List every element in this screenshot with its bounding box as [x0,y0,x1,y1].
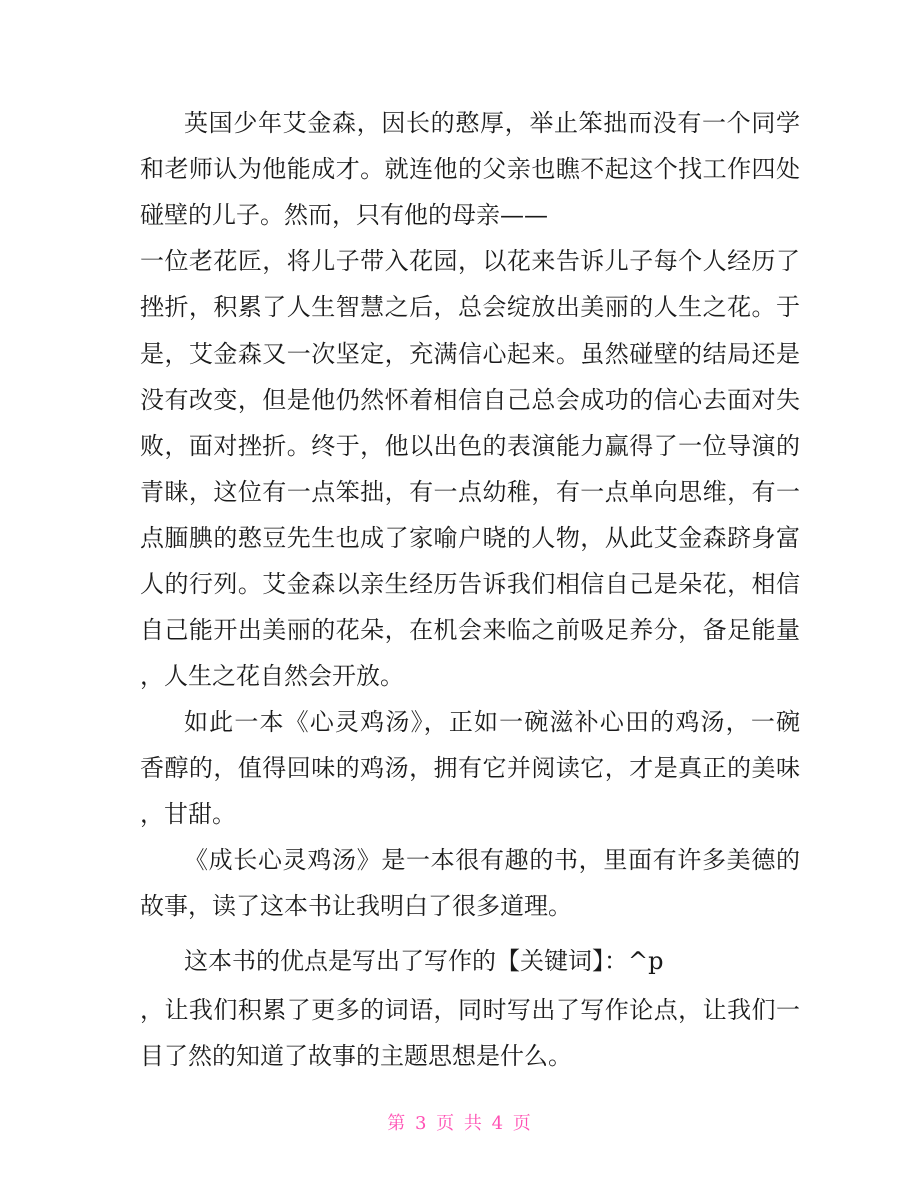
text-line: 挫折，积累了人生智慧之后，总会绽放出美丽的人生之花。于 [140,293,800,321]
text-line: 一位老花匠，将儿子带入花园，以花来告诉儿子每个人经历了 [140,247,800,275]
text-line: ，人生之花自然会开放。 [140,662,404,690]
text-line: 和老师认为他能成才。就连他的父亲也瞧不起这个找工作四处 [140,155,800,183]
text-line: 青睐，这位有一点笨拙，有一点幼稚，有一点单向思维，有一 [140,478,800,506]
text-line: 香醇的，值得回味的鸡汤，拥有它并阅读它，才是真正的美味 [140,754,800,782]
text-line: 英国少年艾金森，因长的憨厚，举止笨拙而没有一个同学 [184,109,800,137]
text-line: 自己能开出美丽的花朵，在机会来临之前吸足养分，备足能量 [140,616,800,644]
text-line: 是，艾金森又一次坚定，充满信心起来。虽然碰壁的结局还是 [140,340,800,368]
text-line: 没有改变，但是他仍然怀着相信自己总会成功的信心去面对失 [140,386,800,414]
text-line: 点腼腆的憨豆先生也成了家喻户晓的人物，从此艾金森跻身富 [140,524,800,552]
text-line: 败，面对挫折。终于，他以出色的表演能力赢得了一位导演的 [140,432,800,460]
text-line: 目了然的知道了故事的主题思想是什么。 [140,1042,572,1070]
text-line: ，让我们积累了更多的词语，同时写出了写作论点，让我们一 [140,996,800,1024]
text-line: 人的行列。艾金森以亲生经历告诉我们相信自己是朵花，相信 [140,570,800,598]
text-line: 这本书的优点是写出了写作的【关键词】：^p [184,947,664,975]
text-line: 故事，读了这本书让我明白了很多道理。 [140,892,572,920]
text-line: 如此一本《心灵鸡汤》，正如一碗滋补心田的鸡汤，一碗 [184,708,800,736]
page-number-footer: 第 3 页 共 4 页 [387,1113,533,1134]
text-line: 《成长心灵鸡汤》是一本很有趣的书，里面有许多美德的 [184,846,800,874]
text-line: ，甘甜。 [140,800,236,828]
text-line: 碰壁的儿子。然而，只有他的母亲—— [140,201,548,229]
